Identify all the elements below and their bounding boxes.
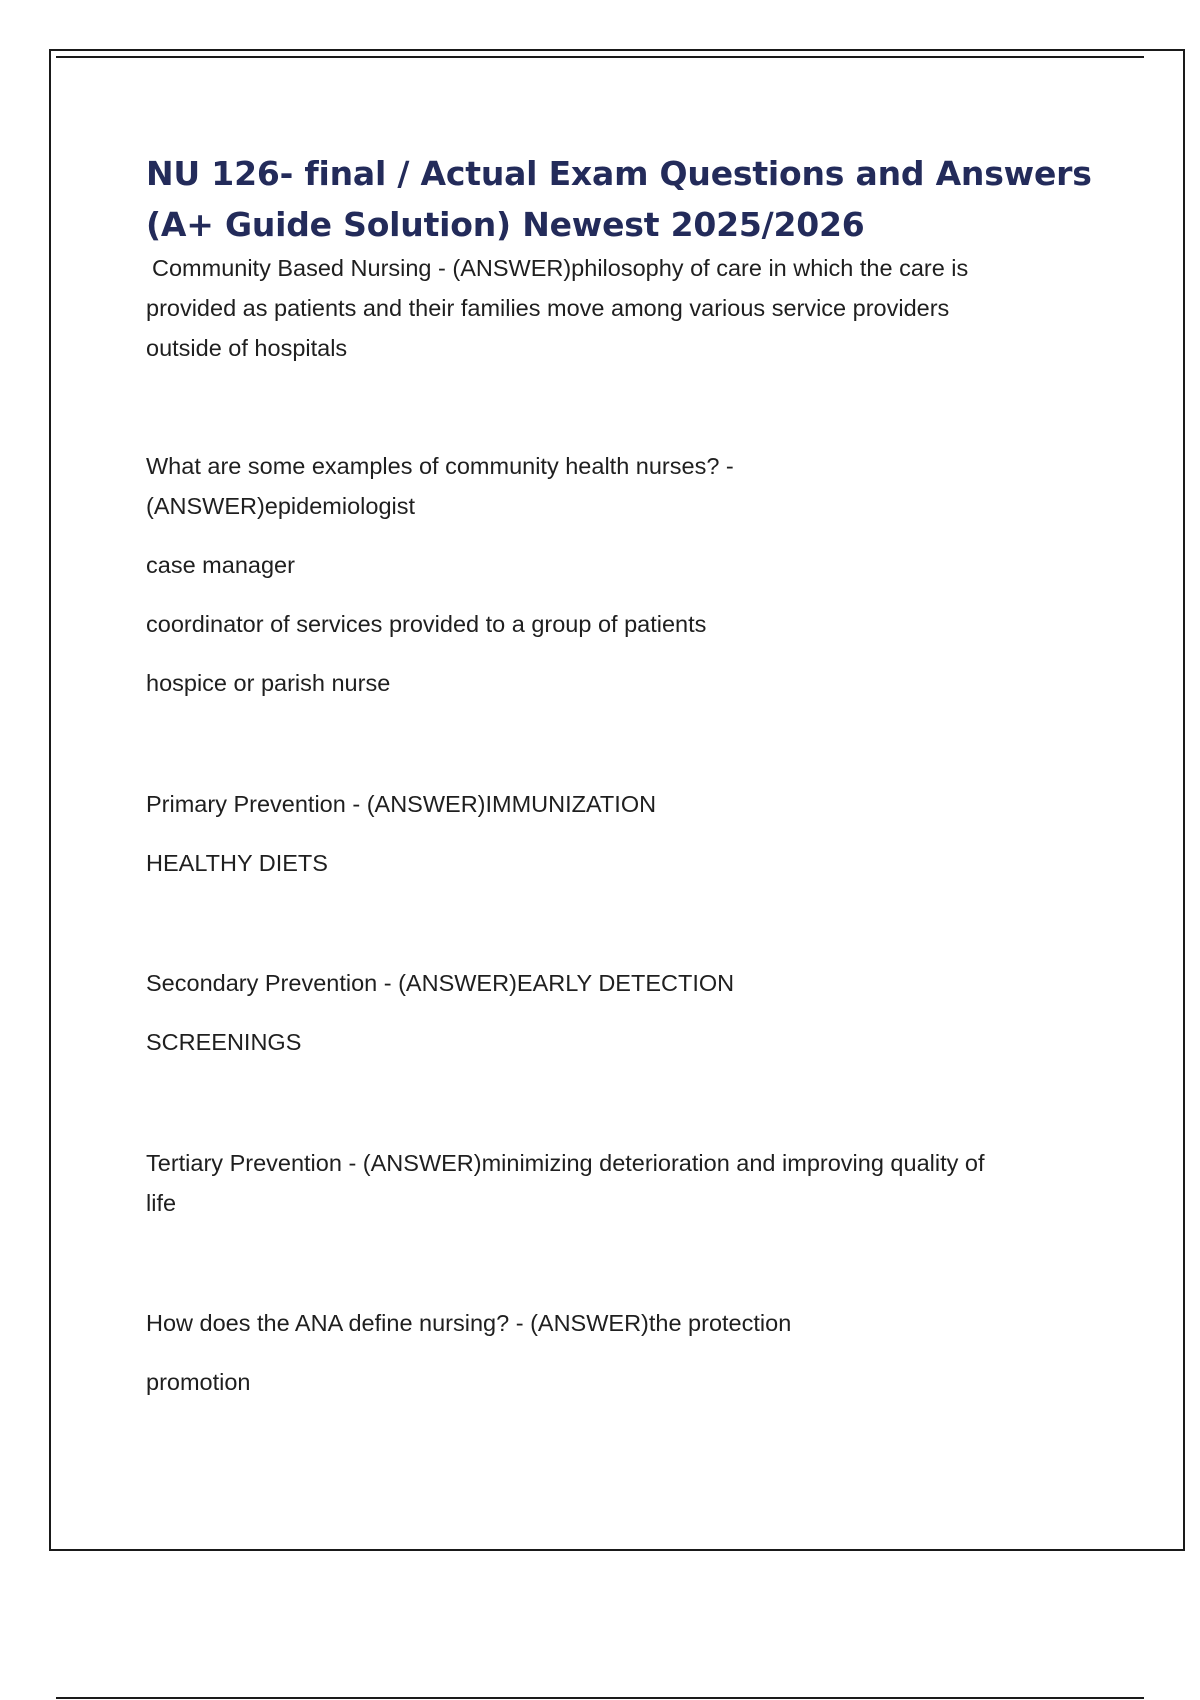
qa-item-ana-define-nursing [146, 1303, 1106, 1402]
qa-item-community-health-nurses [146, 446, 1106, 703]
qa-question: Tertiary Prevention - (ANSWER)minimizing deterioration and improving quality of [146, 1150, 985, 1176]
qa-line: outside of hospitals [146, 335, 348, 361]
qa-item-tertiary-prevention [146, 1143, 1106, 1223]
qa-item-primary-prevention [146, 784, 1106, 883]
qa-line: Community Based Nursing - (ANSWER)philosophy of care in which the care is [152, 255, 969, 281]
document-body [146, 148, 1106, 1402]
bottom-rule [56, 1697, 1144, 1699]
qa-answer-extra: promotion [146, 1369, 251, 1395]
title-line-2: (A+ Guide Solution) Newest 2025/2026 [146, 205, 865, 244]
top-rule [56, 56, 1144, 58]
title-line-1: NU 126- final / Actual Exam Questions and Answers [146, 154, 1092, 193]
qa-item-community-based-nursing [146, 248, 1106, 368]
qa-item-secondary-prevention [146, 963, 1106, 1062]
qa-answer-extra: SCREENINGS [146, 1029, 302, 1055]
qa-answer-extra: HEALTHY DIETS [146, 850, 328, 876]
document-title [146, 148, 1106, 250]
qa-question: How does the ANA define nursing? - (ANSWER)the protection [146, 1310, 792, 1336]
qa-answer-extra: hospice or parish nurse [146, 670, 391, 696]
qa-answer: (ANSWER)epidemiologist [146, 493, 416, 519]
qa-question: Primary Prevention - (ANSWER)IMMUNIZATION [146, 791, 657, 817]
qa-answer-extra: coordinator of services provided to a group of patients [146, 611, 707, 637]
qa-question: What are some examples of community health nurses? - [146, 453, 734, 479]
qa-question: Secondary Prevention - (ANSWER)EARLY DETECTION [146, 970, 735, 996]
qa-line: provided as patients and their families move among various service providers [146, 295, 950, 321]
qa-answer: life [146, 1190, 177, 1216]
qa-answer-extra: case manager [146, 552, 295, 578]
